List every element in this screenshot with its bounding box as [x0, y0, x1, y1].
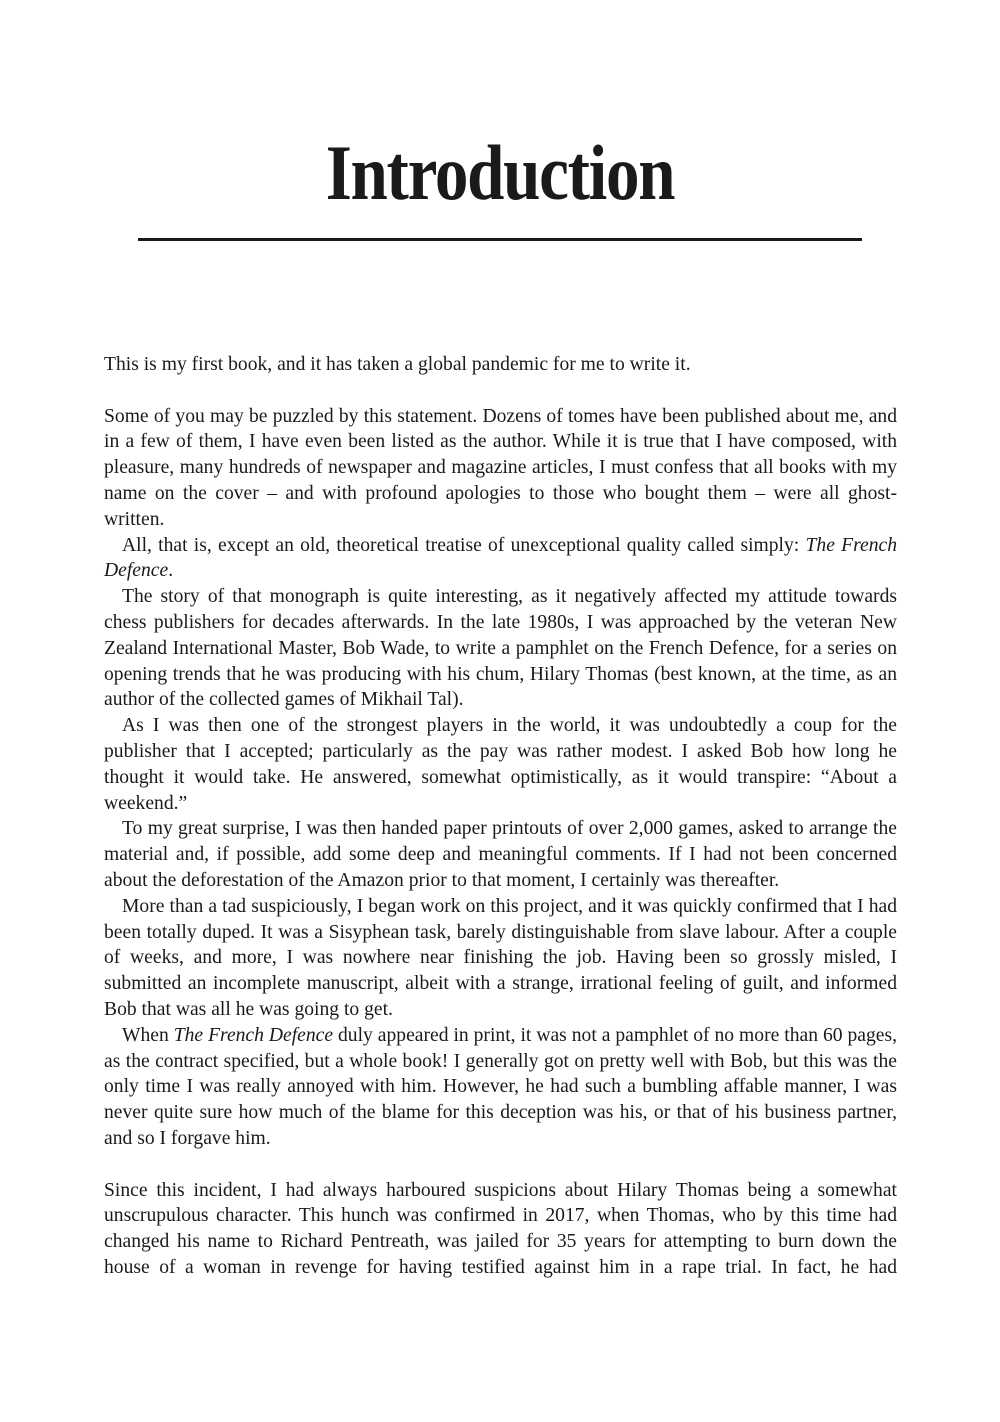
book-title-italic: The French Defence	[173, 1024, 334, 1046]
chapter-title: Introduction	[325, 129, 675, 216]
body-text	[104, 352, 897, 1281]
paragraph-8-after: duly appeared in print, it was not a pamphlet of no more than 60 pages, as the contract specified, but a whole book! I generally got on pretty well with Bob, but this was the only time I was really annoyed with him. However, he had such a bumbling affable manner, I was never quite sure how much of the blame for this deception was his, or that of his business partner, and so I forgave him.	[104, 1024, 897, 1149]
paragraph-2: Some of you may be puzzled by this statement. Dozens of tomes have been published about me, and in a few of them, I have even been listed as the author. While it is true that I have composed, with pleasure, many hundreds of newspaper and magazine articles, I must confess that all books with my name on the cover – and with profound apologies to those who bought them – were all ghost-written.	[104, 405, 897, 530]
title-rule	[138, 238, 862, 241]
paragraph-5: As I was then one of the strongest players in the world, it was undoubtedly a coup for the publisher that I accepted; particularly as the pay was rather modest. I asked Bob how long he thought it would take. He answered, somewhat optimistically, as it would transpire: “About a weekend.”	[104, 715, 897, 814]
paragraph-8-before: When	[122, 1024, 174, 1046]
paragraph-1: This is my first book, and it has taken a global pandemic for me to write it.	[104, 354, 691, 375]
paragraph-3-before: All, that is, except an old, theoretical treatise of unexceptional quality called simply:	[122, 534, 806, 556]
paragraph-4: The story of that monograph is quite interesting, as it negatively affected my attitude towards chess publishers for decades afterwards. In the late 1980s, I was approached by the veteran New Zealand International Master, Bob Wade, to write a pamphlet on the French Defence, for a series on opening trends that he was producing with his chum, Hilary Thomas (best known, at the time, as an author of the collected games of Mikhail Tal).	[104, 586, 897, 711]
paragraph-3-after: .	[168, 560, 174, 582]
paragraph-7: More than a tad suspiciously, I began work on this project, and it was quickly confirmed that I had been totally duped. It was a Sisyphean task, barely distinguishable from slave labour. After a couple of weeks, and more, I was nowhere near finishing the job. Having been so grossly misled, I submitted an incomplete manuscript, albeit with a strange, irrational feeling of guilt, and informed Bob that was all he was going to get.	[104, 895, 897, 1020]
book-title-italic: The French Defence	[104, 534, 897, 582]
paragraph-8	[104, 1023, 897, 1152]
paragraph-9: Since this incident, I had always harboured suspicions about Hilary Thomas being a somewhat unscrupulous character. This hunch was confirmed in 2017, when Thomas, who by this time had changed his name to Richard Pentreath, was jailed for 35 years for attempting to burn down the house of a woman in revenge for having testified against him in a rape trial. In fact, he had	[104, 1179, 897, 1278]
paragraph-3	[104, 533, 897, 585]
paragraph-6: To my great surprise, I was then handed paper printouts of over 2,000 games, asked to arrange the material and, if possible, add some deep and meaningful comments. If I had not been concerned about the deforestation of the Amazon prior to that moment, I certainly was thereafter.	[104, 818, 897, 891]
